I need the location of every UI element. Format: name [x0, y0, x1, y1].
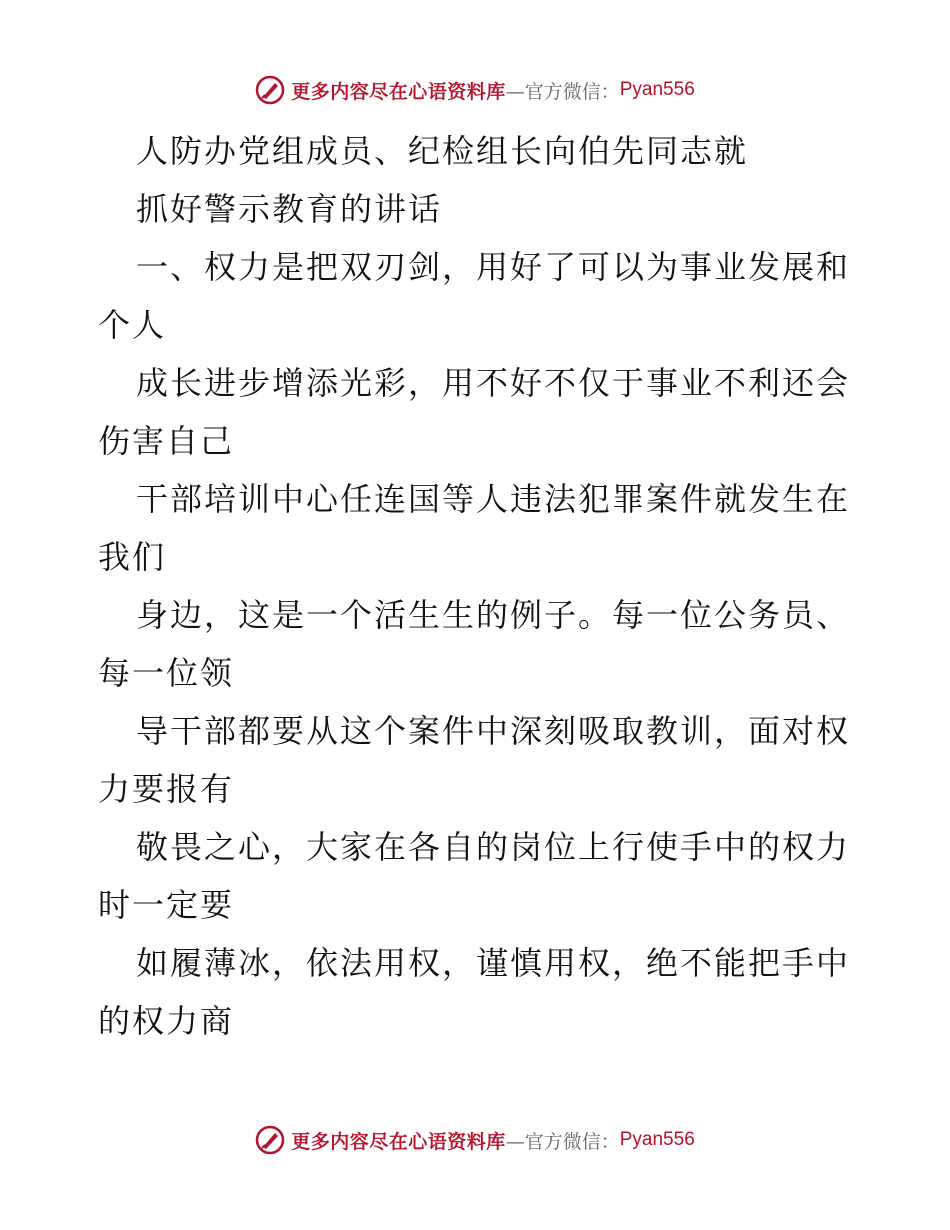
- text-line: 时一定要: [98, 886, 235, 924]
- footer-banner: [0, 1120, 950, 1160]
- banner-contact: Pyan556: [619, 1129, 695, 1150]
- text-line: 敬畏之心，大家在各自的岗位上行使手中的权力: [136, 828, 851, 866]
- text-line: 成长进步增添光彩，用不好不仅于事业不利还会: [136, 364, 851, 402]
- header-banner: [0, 70, 950, 110]
- banner-contact: Pyan556: [619, 79, 695, 100]
- text-line: 人防办党组成员、纪检组长向伯先同志就: [136, 132, 749, 170]
- text-line: 的权力商: [98, 1002, 235, 1040]
- text-line: 我们: [98, 538, 167, 576]
- banner-title: 更多内容尽在心语资料库: [291, 1130, 506, 1153]
- text-line: 身边，这是一个活生生的例子。每一位公务员、: [136, 596, 851, 634]
- banner-separator: —官方微信：: [505, 1130, 620, 1153]
- document-body: [98, 122, 858, 1050]
- quill-pen-icon: [255, 75, 285, 105]
- text-line: 每一位领: [98, 654, 235, 692]
- text-line: 力要报有: [98, 770, 235, 808]
- text-line: 导干部都要从这个案件中深刻吸取教训，面对权: [136, 712, 851, 750]
- quill-pen-icon: [255, 1125, 285, 1155]
- text-line: 个人: [98, 306, 167, 344]
- text-line: 如履薄冰，依法用权，谨慎用权，绝不能把手中: [136, 944, 851, 982]
- text-line: 干部培训中心任连国等人违法犯罪案件就发生在: [136, 480, 851, 518]
- text-line: 伤害自己: [98, 422, 235, 460]
- banner-title: 更多内容尽在心语资料库: [291, 80, 506, 103]
- text-line: 抓好警示教育的讲话: [136, 190, 443, 228]
- text-line: 一、权力是把双刃剑，用好了可以为事业发展和: [136, 248, 851, 286]
- banner-separator: —官方微信：: [505, 80, 620, 103]
